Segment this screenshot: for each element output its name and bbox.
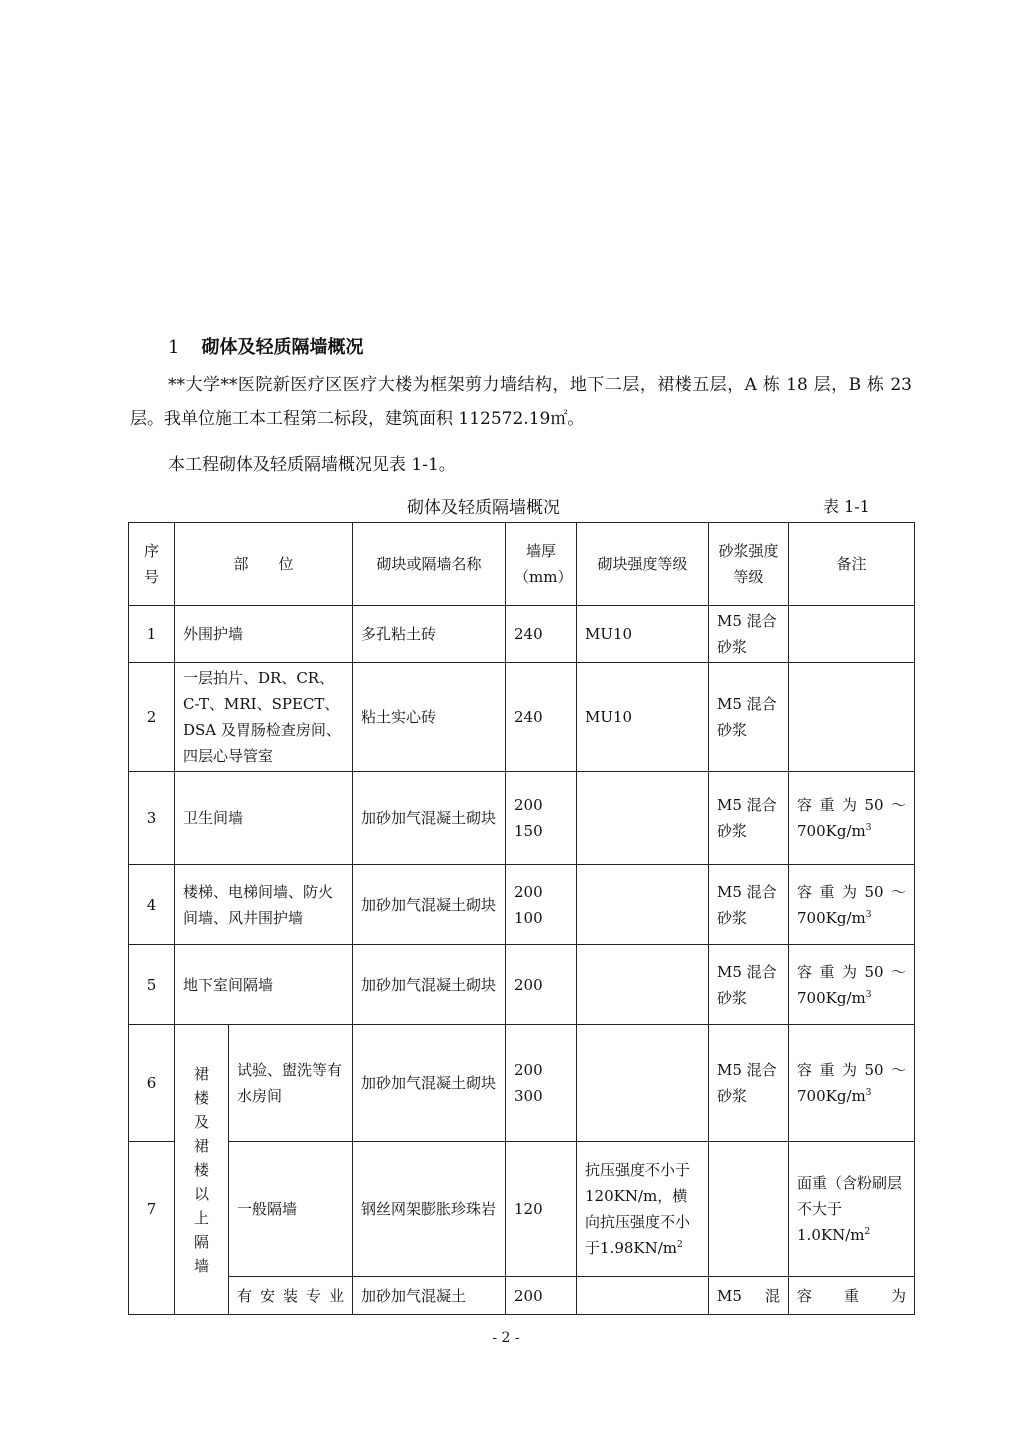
cell-part: 有安装专业 xyxy=(229,1277,353,1315)
cell-name: 粘土实心砖 xyxy=(353,663,506,772)
cell-mortar: M5 混合砂浆 xyxy=(709,945,789,1025)
group-label-char: 以 xyxy=(193,1184,209,1203)
table-row xyxy=(129,772,915,865)
cell-thickness: 200 xyxy=(506,945,577,1025)
group-label-char: 墙 xyxy=(193,1256,209,1275)
cell-seq: 7 xyxy=(129,1142,175,1315)
page-number: - 2 - xyxy=(492,1330,520,1346)
cell-thickness: 200 xyxy=(506,1277,577,1315)
cube-superscript: 3 xyxy=(865,823,872,833)
cell-seq: 1 xyxy=(129,606,175,663)
section-heading xyxy=(168,333,363,359)
group-label-char: 裙 xyxy=(193,1064,209,1083)
cell-mortar: M5 混合砂浆 xyxy=(709,1025,789,1142)
cell-name: 钢丝网架膨胀珍珠岩 xyxy=(353,1142,506,1277)
header-name: 砌块或隔墙名称 xyxy=(353,523,506,606)
cell-mortar: M5 混合砂浆 xyxy=(709,663,789,772)
cell-remark xyxy=(789,772,915,865)
cube-superscript: 3 xyxy=(865,909,872,920)
cell-remark xyxy=(789,865,915,945)
cell-thickness: 120 xyxy=(506,1142,577,1277)
cell-mortar xyxy=(709,1142,789,1277)
strength-text: 抗压强度不小于 120KN/m，横向抗压强度不小于1.98KN/m xyxy=(585,1161,691,1257)
table-reference-paragraph: 本工程砌体及轻质隔墙概况见表 1-1。 xyxy=(168,455,456,475)
cell-thickness: 200 100 xyxy=(506,865,577,945)
table-row xyxy=(129,1277,915,1315)
header-remark: 备注 xyxy=(789,523,915,606)
cell-thickness: 200 150 xyxy=(506,772,577,865)
cell-part: 试验、盥洗等有水房间 xyxy=(229,1025,353,1142)
group-label-char: 上 xyxy=(193,1208,209,1227)
square-superscript: 2 xyxy=(677,1240,683,1250)
area-unit: ㎡ xyxy=(550,409,568,429)
header-thickness: 墙厚（mm） xyxy=(506,523,577,606)
group-label-char: 及 xyxy=(193,1112,209,1131)
table-header-row xyxy=(129,523,915,606)
cell-name: 多孔粘土砖 xyxy=(353,606,506,663)
cell-remark xyxy=(789,1025,915,1142)
cube-superscript: 3 xyxy=(865,1088,872,1098)
section-number: 1 xyxy=(168,337,180,358)
cell-thickness: 200 300 xyxy=(506,1025,577,1142)
cell-part: 卫生间墙 xyxy=(175,772,353,865)
cell-seq: 5 xyxy=(129,945,175,1025)
cell-name: 加砂加气混凝土砌块 xyxy=(353,945,506,1025)
cell-mortar: M5 混合砂浆 xyxy=(709,606,789,663)
cell-part: 一层拍片、DR、CR、C-T、MRI、SPECT、DSA 及胃肠检查房间、四层心导管室 xyxy=(175,663,353,772)
cell-remark xyxy=(789,663,915,772)
square-superscript: 2 xyxy=(864,1227,871,1237)
header-seq: 序号 xyxy=(129,523,175,606)
group-label-char: 楼 xyxy=(193,1160,209,1179)
cell-name: 加砂加气混凝土砌块 xyxy=(353,1025,506,1142)
remark-text: 容重为50～700Kg/m xyxy=(797,796,907,840)
group-label-char: 楼 xyxy=(193,1088,209,1107)
group-label-cell xyxy=(175,1025,229,1315)
cell-strength xyxy=(577,945,709,1025)
cell-strength xyxy=(577,1025,709,1142)
cell-remark xyxy=(789,945,915,1025)
cell-thickness: 240 xyxy=(506,606,577,663)
table-caption: 砌体及轻质隔墙概况 xyxy=(407,498,560,518)
table-row xyxy=(129,945,915,1025)
cell-strength: MU10 xyxy=(577,606,709,663)
remark-text: 容重为50～700Kg/m xyxy=(797,1061,907,1105)
cell-strength: MU10 xyxy=(577,663,709,772)
cell-remark: 容重为 xyxy=(789,1277,915,1315)
cell-name: 加砂加气混凝土砌块 xyxy=(353,772,506,865)
masonry-table xyxy=(128,522,915,1315)
remark-text: 容重为50～700Kg/m xyxy=(797,962,907,1007)
overview-paragraph xyxy=(130,368,912,436)
header-mortar: 砂浆强度等级 xyxy=(709,523,789,606)
cell-thickness: 240 xyxy=(506,663,577,772)
section-title: 砌体及轻质隔墙概况 xyxy=(201,337,364,358)
cell-part: 一般隔墙 xyxy=(229,1142,353,1277)
table-row xyxy=(129,606,915,663)
cell-mortar: M5 混合砂浆 xyxy=(709,772,789,865)
group-label xyxy=(179,1062,224,1278)
table-number: 表 1-1 xyxy=(823,497,870,516)
cell-seq: 3 xyxy=(129,772,175,865)
cell-seq: 4 xyxy=(129,865,175,945)
cell-part: 楼梯、电梯间墙、防火间墙、风井围护墙 xyxy=(175,865,353,945)
cell-strength xyxy=(577,1142,709,1277)
remark-text: 容重为50～700Kg/m xyxy=(797,882,907,927)
cell-seq: 2 xyxy=(129,663,175,772)
cell-strength xyxy=(577,865,709,945)
cell-seq: 6 xyxy=(129,1025,175,1142)
table-row xyxy=(129,865,915,945)
group-label-char: 裙 xyxy=(193,1136,209,1155)
table-row xyxy=(129,1025,915,1142)
cell-strength xyxy=(577,772,709,865)
cell-mortar: M5 混 xyxy=(709,1277,789,1315)
table-row xyxy=(129,1142,915,1277)
cell-strength xyxy=(577,1277,709,1315)
group-label-char: 隔 xyxy=(193,1232,209,1251)
header-part: 部 位 xyxy=(175,523,353,606)
cell-part: 地下室间隔墙 xyxy=(175,945,353,1025)
header-strength: 砌块强度等级 xyxy=(577,523,709,606)
overview-text: **大学**医院新医疗区医疗大楼为框架剪力墙结构，地下二层，裙楼五层，A 栋 18 层，B 栋 23 层。我单位施工本工程第二标段，建筑面积 112572.19 xyxy=(130,375,912,429)
cell-part: 外围护墙 xyxy=(175,606,353,663)
table-row xyxy=(129,663,915,772)
cell-mortar: M5 混合砂浆 xyxy=(709,865,789,945)
cell-name: 加砂加气混凝土 xyxy=(353,1277,506,1315)
cell-name: 加砂加气混凝土砌块 xyxy=(353,865,506,945)
cell-remark xyxy=(789,1142,915,1277)
cell-remark xyxy=(789,606,915,663)
overview-end: 。 xyxy=(567,409,585,429)
remark-text: 面重（含粉刷层不大于1.0KN/m xyxy=(797,1174,903,1244)
cube-superscript: 3 xyxy=(865,989,872,1000)
